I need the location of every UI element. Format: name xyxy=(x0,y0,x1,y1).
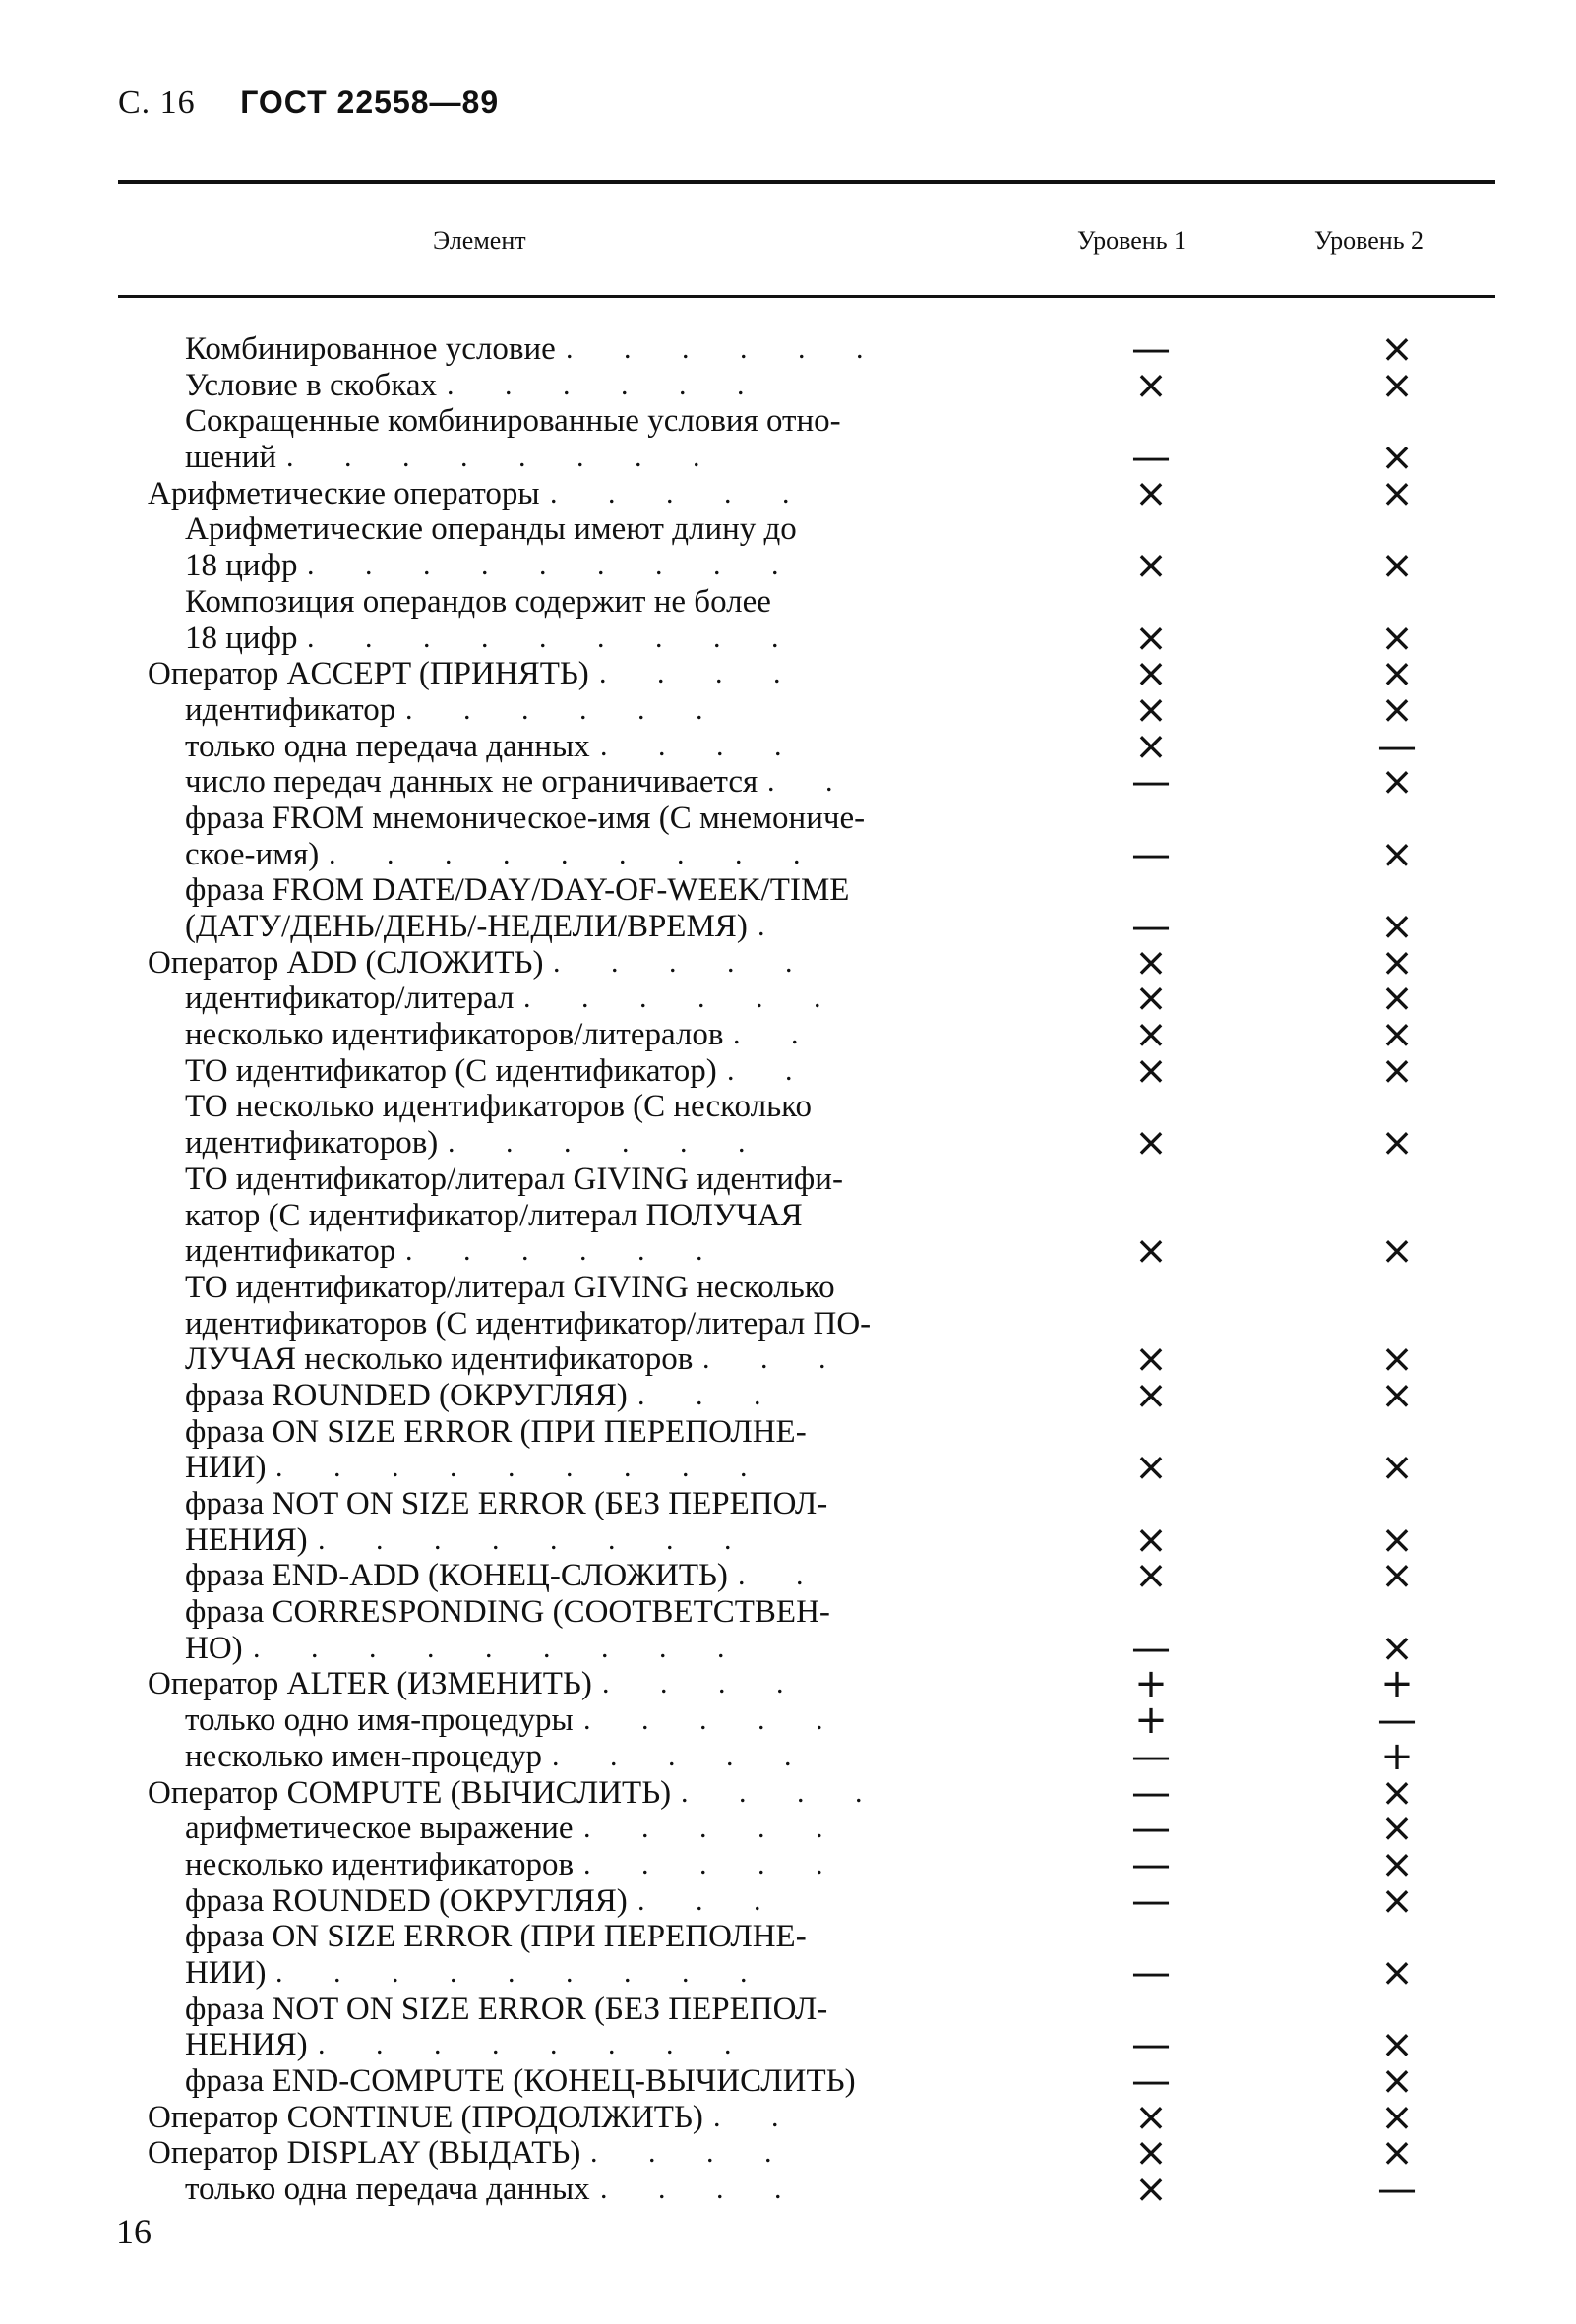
element-text: катор (С идентификатор/литерал ПОЛУЧАЯ xyxy=(185,1197,803,1233)
level2-mark: × xyxy=(1380,1337,1414,1383)
level2-mark: + xyxy=(1380,1733,1414,1779)
level2-mark: × xyxy=(1380,435,1414,481)
page-number: 16 xyxy=(116,2212,152,2251)
table-row xyxy=(148,831,1505,877)
column-header-rule xyxy=(118,295,1495,298)
table-row xyxy=(148,1089,1505,1125)
table-row xyxy=(148,1625,1505,1671)
table-row xyxy=(148,1806,1505,1852)
level1-mark: × xyxy=(1134,1553,1168,1599)
table-row xyxy=(148,686,1505,733)
leader-dots: . . . . xyxy=(590,2136,794,2170)
level2-mark: × xyxy=(1380,615,1414,661)
element-text: фраза FROM DATE/DAY/DAY-OF-WEEK/TIME xyxy=(185,872,850,909)
table-row xyxy=(148,1769,1505,1816)
element-text: идентификаторов (С идентификатор/литерал ПО- xyxy=(185,1305,872,1341)
table-row xyxy=(148,1012,1505,1058)
leader-dots: . . . . . . xyxy=(523,982,843,1015)
table-row xyxy=(148,435,1505,481)
level1-mark: — xyxy=(1131,1806,1171,1852)
table-row xyxy=(148,939,1505,985)
page-header xyxy=(118,85,499,122)
element-text: идентификатор/литерал xyxy=(185,981,515,1017)
level2-mark: × xyxy=(1380,2058,1414,2104)
element-text: 18 цифр xyxy=(185,548,298,584)
level2-mark: × xyxy=(1380,2130,1414,2176)
level2-mark: + xyxy=(1380,1661,1414,1707)
level2-mark: — xyxy=(1377,2167,1417,2213)
level1-mark: × xyxy=(1134,615,1168,661)
table-row xyxy=(148,1733,1505,1779)
level2-mark: × xyxy=(1380,939,1414,985)
leader-dots: . . . . . . xyxy=(405,692,725,726)
element-text: только одно имя-процедуры xyxy=(185,1702,574,1739)
table-row xyxy=(148,543,1505,589)
level2-mark: × xyxy=(1380,470,1414,516)
level1-mark: + xyxy=(1134,1698,1168,1744)
element-text: идентификатор xyxy=(185,691,396,728)
leader-dots: . . . . xyxy=(599,657,803,690)
element-text: НИИ) xyxy=(185,1450,267,1486)
element-text: арифметическое выражение xyxy=(185,1811,574,1847)
standard-title: ГОСТ 22558—89 xyxy=(240,85,500,120)
level1-mark: × xyxy=(1134,651,1168,697)
level2-mark: × xyxy=(1380,1372,1414,1418)
element-text: Оператор ADD (СЛОЖИТЬ) xyxy=(148,944,544,981)
level1-mark: — xyxy=(1131,831,1171,877)
element-text: ТО идентификатор/литерал GIVING идентифи- xyxy=(185,1161,843,1197)
element-text: фраза ROUNDED (ОКРУГЛЯЯ) xyxy=(185,1377,628,1413)
table-row xyxy=(148,1372,1505,1418)
leader-dots: . . . . xyxy=(600,2173,804,2206)
element-text: фраза CORRESPONDING (СООТВЕТСТВЕН- xyxy=(185,1594,830,1631)
level2-mark: × xyxy=(1380,1877,1414,1924)
table-row xyxy=(148,1841,1505,1887)
level1-mark: — xyxy=(1131,1625,1171,1671)
element-text: только одна передача данных xyxy=(185,2172,590,2208)
level2-mark: × xyxy=(1380,976,1414,1022)
level2-mark: × xyxy=(1380,1841,1414,1887)
level1-mark: — xyxy=(1131,435,1171,481)
element-text: Оператор DISPLAY (ВЫДАТЬ) xyxy=(148,2135,581,2172)
element-text: Сокращенные комбинированные условия отно- xyxy=(185,403,841,440)
level2-mark: × xyxy=(1380,1047,1414,1094)
level1-mark: × xyxy=(1134,2167,1168,2213)
page-label: С. 16 xyxy=(118,85,196,121)
element-text: фраза NOT ON SIZE ERROR (БЕЗ ПЕРЕПОЛ- xyxy=(185,1991,828,2027)
table-row xyxy=(148,2058,1505,2104)
level2-mark: — xyxy=(1377,1698,1417,1744)
level1-mark: × xyxy=(1134,543,1168,589)
level1-mark: × xyxy=(1134,723,1168,769)
level2-mark: × xyxy=(1380,1806,1414,1852)
element-text: ЛУЧАЯ несколько идентификаторов xyxy=(185,1341,694,1378)
element-text: фраза NOT ON SIZE ERROR (БЕЗ ПЕРЕПОЛ- xyxy=(185,1486,828,1521)
table-row xyxy=(148,872,1505,909)
level2-mark: × xyxy=(1380,1228,1414,1275)
level1-mark: — xyxy=(1131,327,1171,372)
table-row xyxy=(148,1445,1505,1491)
column-header-element: Элемент xyxy=(433,226,526,255)
element-text: НИИ) xyxy=(185,1954,267,1991)
element-text: фраза ON SIZE ERROR (ПРИ ПЕРЕПОЛНЕ- xyxy=(185,1413,807,1450)
level2-mark: × xyxy=(1380,2022,1414,2068)
level2-mark: × xyxy=(1380,362,1414,408)
level1-mark: — xyxy=(1131,1733,1171,1779)
table-row xyxy=(148,327,1505,372)
element-text: Арифметические операторы xyxy=(148,475,540,511)
element-text: фраза ON SIZE ERROR (ПРИ ПЕРЕПОЛНЕ- xyxy=(185,1919,807,1955)
leader-dots: . . . . . . . . . xyxy=(307,621,801,654)
level2-mark: × xyxy=(1380,327,1414,372)
leader-dots: . . . . . xyxy=(583,1812,845,1845)
element-text: 18 цифр xyxy=(185,620,298,656)
level1-mark: × xyxy=(1134,1445,1168,1491)
table-row xyxy=(148,1553,1505,1599)
table-row xyxy=(148,2130,1505,2176)
element-text: шений xyxy=(185,440,277,476)
level2-mark: × xyxy=(1380,1012,1414,1058)
level1-mark: — xyxy=(1131,759,1171,805)
table-row xyxy=(148,584,1505,621)
element-text: ТО идентификатор/литерал GIVING несколько xyxy=(185,1269,835,1305)
leader-dots: . . . . . xyxy=(553,945,815,979)
table-row xyxy=(148,1306,1505,1342)
element-text: фраза ROUNDED (ОКРУГЛЯЯ) xyxy=(185,1882,628,1919)
table-row xyxy=(148,1594,1505,1631)
level2-mark: × xyxy=(1380,1553,1414,1599)
table-row xyxy=(148,615,1505,661)
element-text: несколько идентификаторов xyxy=(185,1846,575,1882)
element-text: идентификаторов) xyxy=(185,1125,439,1162)
table-row xyxy=(148,651,1505,697)
level1-mark: × xyxy=(1134,686,1168,733)
element-text: Арифметические операнды имеют длину до xyxy=(185,511,797,548)
table-row xyxy=(148,976,1505,1022)
level2-mark: × xyxy=(1380,2094,1414,2140)
element-text: НО) xyxy=(185,1630,243,1666)
level1-mark: × xyxy=(1134,1517,1168,1563)
element-table xyxy=(148,327,1505,2213)
leader-dots: . . . . . . xyxy=(405,1234,725,1268)
element-text: фраза END-COMPUTE (КОНЕЦ-ВЫЧИСЛИТЬ) xyxy=(185,2063,856,2099)
table-row xyxy=(148,1047,1505,1094)
level1-mark: — xyxy=(1131,2058,1171,2104)
leader-dots: . . . . . . . . . xyxy=(307,549,801,582)
element-text: Комбинированное условие xyxy=(185,331,556,367)
leader-dots: . . . . xyxy=(602,1667,806,1700)
element-text: Оператор COMPUTE (ВЫЧИСЛИТЬ) xyxy=(148,1774,672,1811)
table-row xyxy=(148,470,1505,516)
level1-mark: — xyxy=(1131,1841,1171,1887)
element-text: идентификатор xyxy=(185,1233,396,1270)
level2-mark: × xyxy=(1380,1949,1414,1996)
level2-mark: × xyxy=(1380,1445,1414,1491)
level1-mark: × xyxy=(1134,1012,1168,1058)
table-row xyxy=(148,1877,1505,1924)
level1-mark: × xyxy=(1134,470,1168,516)
element-text: только одна передача данных xyxy=(185,728,590,764)
leader-dots: . . . . . . . . . xyxy=(275,1955,769,1989)
element-text: несколько имен-процедур xyxy=(185,1738,542,1774)
leader-dots: . . xyxy=(713,2100,801,2133)
table-row xyxy=(148,723,1505,769)
level1-mark: — xyxy=(1131,1769,1171,1816)
table-row xyxy=(148,1698,1505,1744)
table-row xyxy=(148,1162,1505,1198)
table-row xyxy=(148,1949,1505,1996)
element-text: число передач данных не ограничивается xyxy=(185,764,758,801)
table-row xyxy=(148,1270,1505,1306)
leader-dots: . . xyxy=(738,1559,825,1592)
level1-mark: — xyxy=(1131,904,1171,949)
element-text: Композиция операндов содержит не более xyxy=(185,583,771,620)
element-text: Оператор CONTINUE (ПРОДОЛЖИТЬ) xyxy=(148,2099,703,2135)
level1-mark: × xyxy=(1134,2130,1168,2176)
leader-dots: . . . . . . . . xyxy=(318,2028,754,2061)
header-rule xyxy=(118,180,1495,184)
level2-mark: × xyxy=(1380,759,1414,805)
leader-dots: . . xyxy=(767,765,855,799)
leader-dots: . . . . . xyxy=(583,1703,845,1737)
table-row xyxy=(148,1120,1505,1166)
leader-dots: . . . . . . xyxy=(566,332,885,365)
level1-mark: — xyxy=(1131,1877,1171,1924)
level1-mark: × xyxy=(1134,1120,1168,1166)
leader-dots: . . . xyxy=(637,1883,783,1917)
level1-mark: × xyxy=(1134,976,1168,1022)
level2-mark: × xyxy=(1380,543,1414,589)
leader-dots: . . . . . xyxy=(552,1739,814,1772)
table-row xyxy=(148,511,1505,548)
level1-mark: × xyxy=(1134,1228,1168,1275)
leader-dots: . . . . . . . . . xyxy=(275,1451,769,1484)
table-row xyxy=(148,2094,1505,2140)
element-text: фраза END-ADD (КОНЕЦ-СЛОЖИТЬ) xyxy=(185,1558,728,1594)
leader-dots: . . . . . . xyxy=(448,1126,767,1160)
leader-dots: . . . . . . . . xyxy=(286,441,722,474)
leader-dots: . . . xyxy=(637,1378,783,1411)
table-row xyxy=(148,1486,1505,1522)
column-header-level2: Уровень 2 xyxy=(1314,226,1424,255)
level2-mark: × xyxy=(1380,904,1414,949)
table-row xyxy=(148,1517,1505,1563)
element-text: НЕНИЯ) xyxy=(185,1521,308,1558)
level1-mark: — xyxy=(1131,1949,1171,1996)
element-text: ТО идентификатор (С идентификатор) xyxy=(185,1052,717,1089)
leader-dots: . . . . . . . . . xyxy=(329,837,822,870)
level1-mark: × xyxy=(1134,939,1168,985)
level2-mark: × xyxy=(1380,831,1414,877)
level2-mark: × xyxy=(1380,1769,1414,1816)
table-row xyxy=(148,1661,1505,1707)
element-text: несколько идентификаторов/литералов xyxy=(185,1017,724,1053)
element-text: ское-имя) xyxy=(185,836,320,872)
level1-mark: × xyxy=(1134,1047,1168,1094)
level2-mark: × xyxy=(1380,686,1414,733)
element-text: Условие в скобках xyxy=(185,367,437,403)
column-header-level1: Уровень 1 xyxy=(1077,226,1187,255)
leader-dots: . . . xyxy=(702,1342,848,1376)
table-row xyxy=(148,1198,1505,1234)
table-row xyxy=(148,1919,1505,1955)
element-text: Оператор ALTER (ИЗМЕНИТЬ) xyxy=(148,1666,592,1702)
leader-dots: . . . . . xyxy=(550,476,812,509)
level2-mark: — xyxy=(1377,723,1417,769)
leader-dots: . . . . xyxy=(600,729,804,762)
level2-mark: × xyxy=(1380,651,1414,697)
level1-mark: × xyxy=(1134,2094,1168,2140)
leader-dots: . . xyxy=(727,1053,815,1087)
table-row xyxy=(148,1228,1505,1275)
element-text: (ДАТУ/ДЕНЬ/ДЕНЬ/-НЕДЕЛИ/ВРЕМЯ) xyxy=(185,909,748,944)
level1-mark: + xyxy=(1134,1661,1168,1707)
table-row xyxy=(148,759,1505,805)
leader-dots: . . xyxy=(733,1018,820,1051)
table-row xyxy=(148,2167,1505,2213)
level1-mark: — xyxy=(1131,2022,1171,2068)
level1-mark: × xyxy=(1134,1372,1168,1418)
level2-mark: × xyxy=(1380,1625,1414,1671)
leader-dots: . xyxy=(758,910,787,942)
level1-mark: × xyxy=(1134,362,1168,408)
element-text: фраза FROM мнемоническое-имя (С мнемониче- xyxy=(185,800,866,836)
leader-dots: . . . . xyxy=(681,1775,884,1809)
table-row xyxy=(148,403,1505,440)
table-row xyxy=(148,1414,1505,1451)
table-row xyxy=(148,904,1505,949)
table-row xyxy=(148,801,1505,837)
table-row xyxy=(148,1337,1505,1383)
table-row xyxy=(148,2022,1505,2068)
element-text: Оператор ACCEPT (ПРИНЯТЬ) xyxy=(148,656,589,692)
leader-dots: . . . . . . . . . xyxy=(253,1631,747,1664)
level2-mark: × xyxy=(1380,1517,1414,1563)
level1-mark: × xyxy=(1134,1337,1168,1383)
leader-dots: . . . . . . . . xyxy=(318,1522,754,1556)
element-text: ТО несколько идентификаторов (С несколько xyxy=(185,1089,812,1125)
leader-dots: . . . . . . xyxy=(447,368,766,401)
element-text: НЕНИЯ) xyxy=(185,2027,308,2063)
level2-mark: × xyxy=(1380,1120,1414,1166)
leader-dots: . . . . . xyxy=(583,1847,845,1880)
table-row xyxy=(148,362,1505,408)
table-row xyxy=(148,1992,1505,2028)
